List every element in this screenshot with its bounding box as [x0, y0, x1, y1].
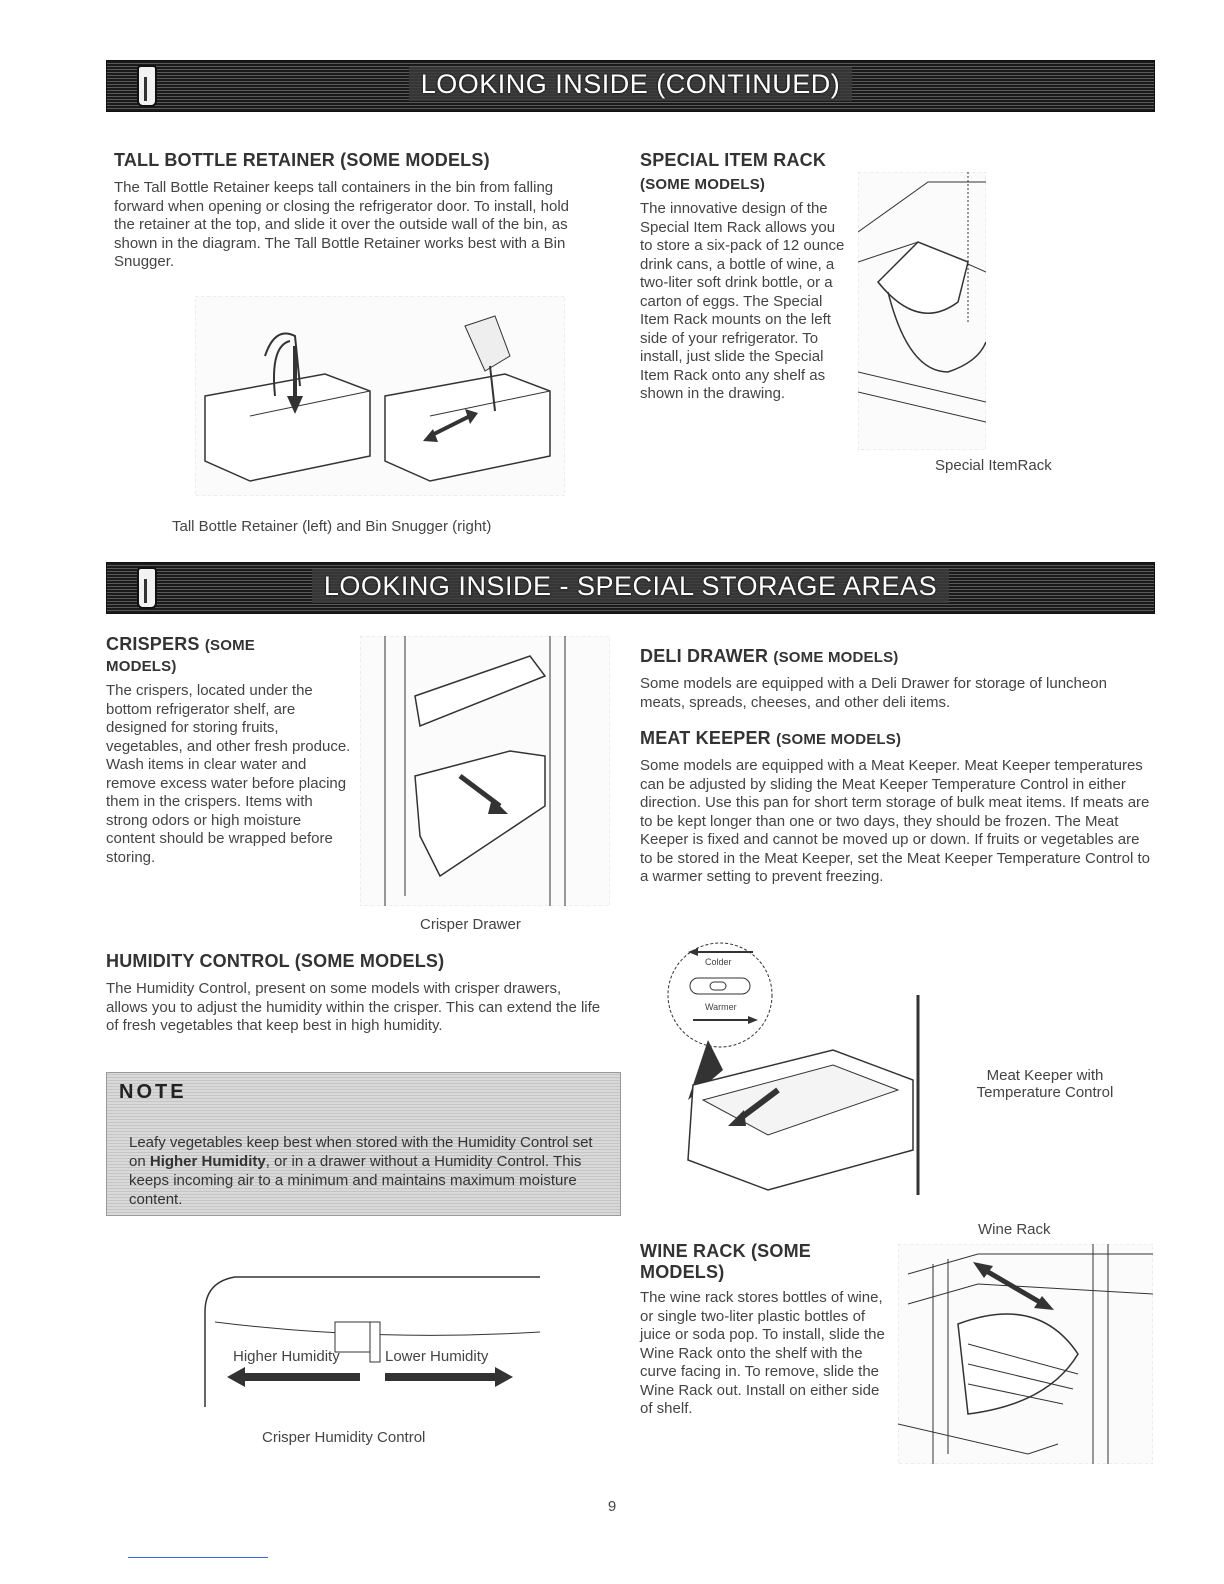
meat-heading: MEAT KEEPER (SOME MODELS) — [640, 728, 902, 748]
meat-text: Some models are equipped with a Meat Keeper. Meat Keeper temperatures can be adjusted by sliding the Meat Keeper Temperature Control in either direction. Use this pan for short term storage of bulk meat items. If meats are to be kept longer than one or two days, they should be frozen. The Meat Keeper is fixed and cannot be moved up or down. If fruits or vegetables are to be stored in the Meat Keeper, set the Meat Keeper Temperature Control to a warmer setting to prevent freezing. — [640, 757, 1151, 885]
special-rack-section — [640, 150, 850, 404]
tall-bottle-heading: TALL BOTTLE RETAINER (SOME MODELS) — [114, 150, 490, 170]
humidity-caption: Crisper Humidity Control — [262, 1429, 426, 1446]
wine-heading-line2: MODELS) — [640, 1262, 725, 1282]
tall-bottle-text: The Tall Bottle Retainer keeps tall containers in the bin from falling forward when opening or closing the refrigerator door. To install, hold the retainer at the top, and slide it over the outside wall of the bin, as shown in the diagram. The Tall Bottle Retainer works best with a Bin Snugger. — [114, 179, 569, 270]
meat-keeper-figure — [648, 940, 938, 1210]
humidity-heading: HUMIDITY CONTROL (SOME MODELS) — [106, 951, 445, 971]
dial-warmer-label: Warmer — [705, 1002, 737, 1012]
humidity-text: The Humidity Control, present on some models with crisper drawers, allows you to adjust the humidity within the crisper. This can extend the life of fresh vegetables that keep best in high humidity. — [106, 980, 601, 1034]
banner-title: LOOKING INSIDE - SPECIAL STORAGE AREAS — [107, 571, 1154, 602]
special-rack-subheading: (SOME MODELS) — [640, 176, 766, 193]
wine-heading: WINE RACK (SOME — [640, 1241, 811, 1261]
dial-colder-label: Colder — [705, 957, 732, 967]
humidity-control-figure — [195, 1262, 545, 1412]
meat-caption-line1: Meat Keeper with — [986, 1067, 1104, 1084]
wine-section — [640, 1241, 895, 1419]
wine-text: The wine rack stores bottles of wine, or single two-liter plastic bottles of juice or soda pop. To install, slide the Wine Rack onto the shelf with the curve facing in. To remove, slide the Wine Rack out. Install on either side of shelf. — [640, 1289, 885, 1417]
crispers-text: The crispers, located under the bottom refrigerator shelf, are designed for storing fruits, vegetables, and other fresh produce. Wash items in clear water and remove excess water before placing them in the crispers. Items with strong odors or high moisture content should be wrapped before storing. — [106, 682, 351, 866]
special-rack-figure — [858, 172, 986, 450]
meat-section — [640, 728, 1155, 887]
higher-humidity-label: Higher Humidity — [233, 1348, 340, 1365]
crispers-heading: CRISPERS (SOME — [106, 634, 255, 654]
meat-caption — [955, 1067, 1135, 1101]
note-box — [106, 1072, 621, 1216]
crispers-heading-line2: MODELS) — [106, 658, 177, 675]
wine-rack-figure — [898, 1244, 1153, 1464]
tall-bottle-caption: Tall Bottle Retainer (left) and Bin Snugger (right) — [172, 518, 492, 535]
section-banner-continued — [106, 60, 1155, 112]
wine-rack-caption: Wine Rack — [978, 1221, 1051, 1238]
crispers-section — [106, 634, 351, 867]
special-rack-heading: SPECIAL ITEM RACK — [640, 150, 827, 170]
deli-text: Some models are equipped with a Deli Drawer for storage of luncheon meats, spreads, cheeses, and other deli items. — [640, 675, 1107, 711]
page-number: 9 — [607, 1498, 617, 1515]
banner-title: LOOKING INSIDE (CONTINUED) — [107, 69, 1154, 100]
footer-rule — [128, 1557, 268, 1558]
crisper-drawer-figure — [360, 636, 610, 906]
tall-bottle-section — [114, 150, 574, 272]
humidity-section — [106, 951, 606, 1036]
lower-humidity-label: Lower Humidity — [385, 1348, 489, 1365]
deli-heading: DELI DRAWER (SOME MODELS) — [640, 646, 899, 666]
deli-section — [640, 646, 1150, 712]
note-title: NOTE — [119, 1081, 187, 1103]
special-rack-caption: Special ItemRack — [935, 457, 1052, 474]
tall-bottle-figure — [195, 296, 565, 496]
note-text: Leafy vegetables keep best when stored with the Humidity Control set on Higher Humidity, or in a drawer without a Humidity Control. This keeps incoming air to a minimum and maintains maximum moisture content. — [129, 1134, 593, 1208]
crisper-drawer-caption: Crisper Drawer — [420, 916, 521, 933]
section-banner-special-storage — [106, 562, 1155, 614]
special-rack-text: The innovative design of the Special Item Rack allows you to store a six-pack of 12 ounce drink cans, a bottle of wine, a two-liter soft drink bottle, or a carton of eggs. The Special Item Rack mounts on the left side of your refrigerator. To install, just slide the Special Item Rack onto any shelf as shown in the drawing. — [640, 200, 845, 402]
meat-caption-line2: Temperature Control — [976, 1084, 1114, 1101]
